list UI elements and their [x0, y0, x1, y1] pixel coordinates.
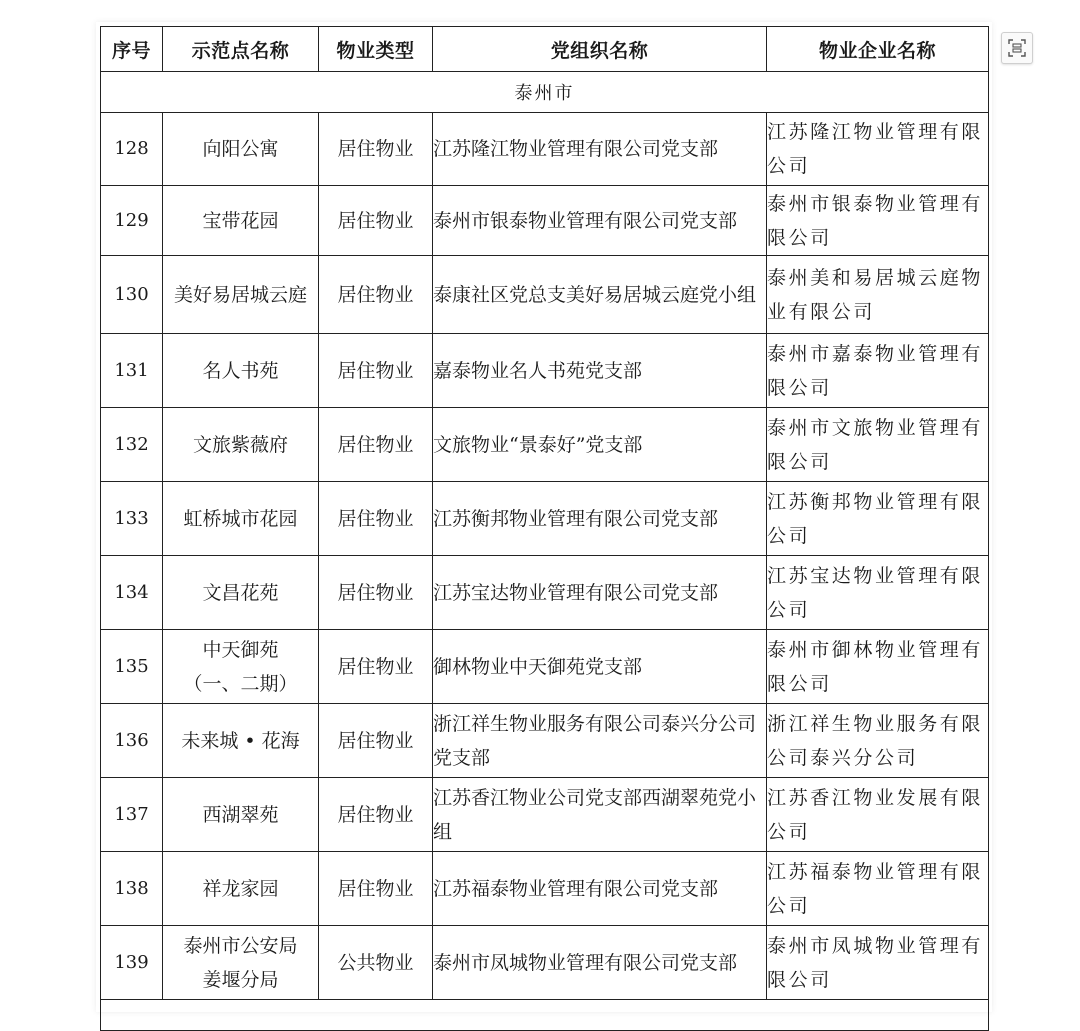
row-index: 135	[101, 630, 163, 704]
partial-cell	[101, 1000, 989, 1031]
row-index: 134	[101, 556, 163, 630]
row-company: 江苏衡邦物业管理有限公司	[767, 482, 989, 556]
header-property-type: 物业类型	[319, 27, 433, 72]
row-property-type: 居住物业	[319, 852, 433, 926]
site-name-line: 西湖翠苑	[202, 803, 279, 826]
row-index: 137	[101, 778, 163, 852]
row-site-name	[163, 778, 319, 852]
site-name-line: 文旅紫薇府	[192, 433, 288, 456]
row-party-org: 浙江祥生物业服务有限公司泰兴分公司党支部	[433, 704, 767, 778]
row-site-name	[163, 852, 319, 926]
row-company: 江苏香江物业发展有限公司	[767, 778, 989, 852]
row-party-org: 江苏衡邦物业管理有限公司党支部	[433, 482, 767, 556]
row-party-org: 御林物业中天御苑党支部	[433, 630, 767, 704]
table-header-row	[101, 27, 989, 72]
row-index: 131	[101, 334, 163, 408]
header-company: 物业企业名称	[767, 27, 989, 72]
row-property-type: 公共物业	[319, 926, 433, 1000]
row-party-org: 文旅物业“景泰好”党支部	[433, 408, 767, 482]
row-company: 泰州市嘉泰物业管理有限公司	[767, 334, 989, 408]
row-site-name	[163, 704, 319, 778]
site-name-line: 中天御苑	[202, 638, 279, 661]
row-company: 江苏隆江物业管理有限公司	[767, 113, 989, 186]
row-site-name	[163, 482, 319, 556]
row-property-type: 居住物业	[319, 556, 433, 630]
table-row	[101, 186, 989, 256]
row-site-name	[163, 630, 319, 704]
table-row	[101, 256, 989, 334]
row-index: 136	[101, 704, 163, 778]
site-name-line: 祥龙家园	[202, 877, 279, 900]
row-site-name	[163, 926, 319, 1000]
site-name-line: 美好易居城云庭	[173, 283, 307, 306]
site-name-line: 文昌花苑	[202, 581, 279, 604]
row-property-type: 居住物业	[319, 113, 433, 186]
row-company: 泰州市御林物业管理有限公司	[767, 630, 989, 704]
table-row	[101, 630, 989, 704]
row-property-type: 居住物业	[319, 482, 433, 556]
row-property-type: 居住物业	[319, 630, 433, 704]
row-index: 138	[101, 852, 163, 926]
row-company: 江苏福泰物业管理有限公司	[767, 852, 989, 926]
row-index: 130	[101, 256, 163, 334]
row-company: 泰州市凤城物业管理有限公司	[767, 926, 989, 1000]
table-row	[101, 556, 989, 630]
row-company: 江苏宝达物业管理有限公司	[767, 556, 989, 630]
table-row	[101, 113, 989, 186]
table-row	[101, 704, 989, 778]
table-row	[101, 852, 989, 926]
row-index: 139	[101, 926, 163, 1000]
row-property-type: 居住物业	[319, 778, 433, 852]
table-row	[101, 482, 989, 556]
row-party-org: 泰州市凤城物业管理有限公司党支部	[433, 926, 767, 1000]
row-site-name	[163, 113, 319, 186]
row-party-org: 江苏福泰物业管理有限公司党支部	[433, 852, 767, 926]
row-party-org: 江苏宝达物业管理有限公司党支部	[433, 556, 767, 630]
row-company: 泰州美和易居城云庭物业有限公司	[767, 256, 989, 334]
demonstration-site-table	[100, 26, 989, 1031]
table-row	[101, 408, 989, 482]
site-name-line: 姜堰分局	[202, 968, 279, 991]
row-party-org: 泰州市银泰物业管理有限公司党支部	[433, 186, 767, 256]
site-name-line: 泰州市公安局	[183, 934, 298, 957]
row-property-type: 居住物业	[319, 334, 433, 408]
site-name-line: 虹桥城市花园	[183, 507, 298, 530]
row-party-org: 泰康社区党总支美好易居城云庭党小组	[433, 256, 767, 334]
row-index: 129	[101, 186, 163, 256]
row-property-type: 居住物业	[319, 186, 433, 256]
city-name: 泰州市	[101, 72, 989, 113]
header-index: 序号	[101, 27, 163, 72]
row-site-name	[163, 186, 319, 256]
row-party-org: 江苏隆江物业管理有限公司党支部	[433, 113, 767, 186]
row-index: 132	[101, 408, 163, 482]
row-site-name	[163, 256, 319, 334]
site-name-line: （一、二期）	[183, 672, 298, 695]
row-property-type: 居住物业	[319, 704, 433, 778]
row-site-name	[163, 334, 319, 408]
row-company: 浙江祥生物业服务有限公司泰兴分公司	[767, 704, 989, 778]
row-site-name	[163, 556, 319, 630]
row-property-type: 居住物业	[319, 256, 433, 334]
row-company: 泰州市银泰物业管理有限公司	[767, 186, 989, 256]
site-name-line: 未来城 • 花海	[181, 729, 300, 752]
site-name-line: 宝带花园	[202, 209, 279, 232]
row-party-org: 嘉泰物业名人书苑党支部	[433, 334, 767, 408]
table-row	[101, 334, 989, 408]
header-party-org: 党组织名称	[433, 27, 767, 72]
site-name-line: 名人书苑	[202, 359, 279, 382]
site-name-line: 向阳公寓	[202, 138, 279, 160]
row-property-type: 居住物业	[319, 408, 433, 482]
row-index: 133	[101, 482, 163, 556]
city-section-row	[101, 72, 989, 113]
table-row-partial	[101, 1000, 989, 1031]
scan-button[interactable]	[1001, 32, 1033, 64]
row-site-name	[163, 408, 319, 482]
table-row	[101, 778, 989, 852]
header-site-name: 示范点名称	[163, 27, 319, 72]
table-row	[101, 926, 989, 1000]
scan-icon	[1008, 39, 1026, 57]
row-party-org: 江苏香江物业公司党支部西湖翠苑党小组	[433, 778, 767, 852]
row-index: 128	[101, 113, 163, 186]
row-company: 泰州市文旅物业管理有限公司	[767, 408, 989, 482]
